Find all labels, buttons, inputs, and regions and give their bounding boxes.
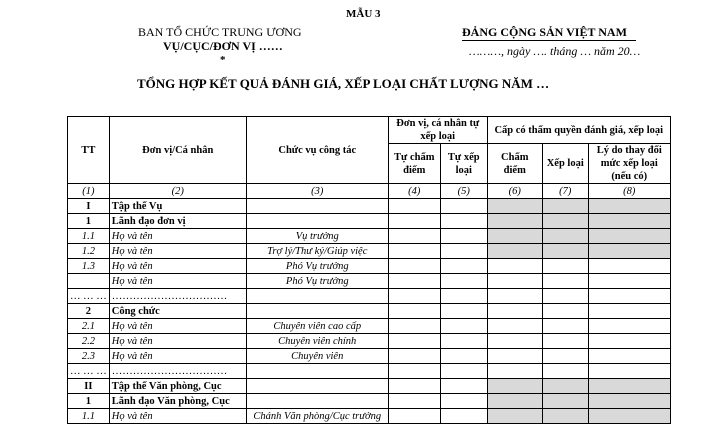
row-tt: 2.1	[68, 319, 110, 334]
form-number: MẪU 3	[346, 8, 381, 20]
row-position: Phó Vụ trưởng	[246, 259, 388, 274]
column-number: (3)	[246, 184, 388, 199]
header-self-group: Đơn vị, cá nhân tự xếp loại	[388, 117, 487, 144]
cell-self-rank	[440, 214, 487, 229]
cell-authority-score	[487, 394, 542, 409]
cell-self-score	[388, 364, 440, 379]
cell-authority-rank	[542, 349, 588, 364]
row-position: Trợ lý/Thư ký/Giúp việc	[246, 244, 388, 259]
cell-self-score	[388, 199, 440, 214]
cell-self-score	[388, 244, 440, 259]
column-number: (4)	[388, 184, 440, 199]
cell-self-score	[388, 274, 440, 289]
row-tt	[68, 274, 110, 289]
cell-self-score	[388, 319, 440, 334]
cell-authority-rank	[542, 199, 588, 214]
header-authority-group: Cấp có thẩm quyền đánh giá, xếp loại	[487, 117, 670, 144]
column-number: (6)	[487, 184, 542, 199]
row-name: Họ và tên	[109, 349, 246, 364]
cell-change-reason	[588, 259, 670, 274]
table-row	[68, 319, 671, 334]
cell-authority-score	[487, 214, 542, 229]
row-name: Họ và tên	[109, 244, 246, 259]
row-position: Chuyên viên cao cấp	[246, 319, 388, 334]
cell-self-score	[388, 394, 440, 409]
cell-change-reason	[588, 289, 670, 304]
row-tt: … … …	[68, 289, 110, 304]
organization-name: BAN TỔ CHỨC TRUNG ƯƠNG	[138, 25, 302, 39]
cell-self-rank	[440, 319, 487, 334]
summary-table	[67, 116, 671, 424]
cell-authority-score	[487, 334, 542, 349]
row-position	[246, 304, 388, 319]
cell-self-rank	[440, 409, 487, 424]
header-change-reason: Lý do thay đổi mức xếp loại (nếu có)	[588, 144, 670, 184]
row-tt: … … …	[68, 364, 110, 379]
table-row	[68, 214, 671, 229]
row-name: ……………………………	[109, 364, 246, 379]
row-tt: 1.1	[68, 409, 110, 424]
table-row	[68, 394, 671, 409]
column-number: (7)	[542, 184, 588, 199]
row-position: Vụ trưởng	[246, 229, 388, 244]
cell-self-rank	[440, 349, 487, 364]
cell-change-reason	[588, 379, 670, 394]
row-position	[246, 394, 388, 409]
cell-authority-score	[487, 199, 542, 214]
row-name: Tập thể Văn phòng, Cục	[109, 379, 246, 394]
cell-authority-rank	[542, 364, 588, 379]
row-tt: II	[68, 379, 110, 394]
cell-authority-score	[487, 229, 542, 244]
row-position	[246, 379, 388, 394]
cell-self-rank	[440, 229, 487, 244]
column-number: (2)	[109, 184, 246, 199]
row-tt: 1	[68, 214, 110, 229]
cell-authority-score	[487, 244, 542, 259]
table-row	[68, 274, 671, 289]
row-tt: 1.1	[68, 229, 110, 244]
header-authority-rank: Xếp loại	[542, 144, 588, 184]
row-position: Phó Vụ trưởng	[246, 274, 388, 289]
row-position: Chuyên viên	[246, 349, 388, 364]
table-row	[68, 364, 671, 379]
row-name: Họ và tên	[109, 334, 246, 349]
document-title: TỔNG HỢP KẾT QUẢ ĐÁNH GIÁ, XẾP LOẠI CHẤT LƯỢNG NĂM …	[137, 76, 550, 91]
row-position: Chuyên viên chính	[246, 334, 388, 349]
row-name: Tập thể Vụ	[109, 199, 246, 214]
cell-change-reason	[588, 349, 670, 364]
cell-change-reason	[588, 394, 670, 409]
cell-authority-score	[487, 364, 542, 379]
cell-authority-score	[487, 409, 542, 424]
cell-self-rank	[440, 289, 487, 304]
row-tt: 1	[68, 394, 110, 409]
cell-authority-rank	[542, 409, 588, 424]
row-position	[246, 199, 388, 214]
row-position	[246, 289, 388, 304]
date-line: ………, ngày …. tháng … năm 20…	[469, 44, 641, 58]
row-position: Chánh Văn phòng/Cục trưởng	[246, 409, 388, 424]
cell-authority-rank	[542, 304, 588, 319]
row-name: Họ và tên	[109, 319, 246, 334]
cell-self-score	[388, 214, 440, 229]
header-self-rank: Tự xếp loại	[440, 144, 487, 184]
cell-change-reason	[588, 334, 670, 349]
cell-authority-score	[487, 319, 542, 334]
header-authority-score: Chấm điểm	[487, 144, 542, 184]
table-row	[68, 289, 671, 304]
cell-authority-rank	[542, 229, 588, 244]
unit-name: VỤ/CỤC/ĐƠN VỊ ……	[163, 39, 283, 53]
cell-authority-score	[487, 274, 542, 289]
cell-self-score	[388, 349, 440, 364]
cell-authority-rank	[542, 394, 588, 409]
table-row	[68, 259, 671, 274]
row-tt: 2	[68, 304, 110, 319]
row-position	[246, 214, 388, 229]
table-row	[68, 349, 671, 364]
cell-self-rank	[440, 379, 487, 394]
row-name: Lãnh đạo đơn vị	[109, 214, 246, 229]
row-name: Họ và tên	[109, 274, 246, 289]
cell-change-reason	[588, 214, 670, 229]
header-tt: TT	[68, 117, 110, 184]
cell-authority-rank	[542, 274, 588, 289]
row-tt: I	[68, 199, 110, 214]
cell-self-score	[388, 304, 440, 319]
cell-self-score	[388, 334, 440, 349]
cell-self-rank	[440, 274, 487, 289]
row-tt: 1.2	[68, 244, 110, 259]
cell-authority-rank	[542, 379, 588, 394]
cell-change-reason	[588, 409, 670, 424]
row-tt: 1.3	[68, 259, 110, 274]
cell-self-rank	[440, 259, 487, 274]
header-unit-person: Đơn vị/Cá nhân	[109, 117, 246, 184]
cell-change-reason	[588, 304, 670, 319]
cell-self-score	[388, 259, 440, 274]
cell-authority-score	[487, 349, 542, 364]
cell-authority-rank	[542, 319, 588, 334]
table-row	[68, 379, 671, 394]
row-tt: 2.3	[68, 349, 110, 364]
cell-authority-score	[487, 289, 542, 304]
cell-authority-rank	[542, 214, 588, 229]
cell-self-rank	[440, 394, 487, 409]
table-row	[68, 244, 671, 259]
star-mark: *	[220, 54, 226, 66]
cell-self-score	[388, 409, 440, 424]
cell-change-reason	[588, 229, 670, 244]
table-row	[68, 304, 671, 319]
column-number: (1)	[68, 184, 110, 199]
cell-authority-score	[487, 379, 542, 394]
cell-self-rank	[440, 199, 487, 214]
cell-self-score	[388, 289, 440, 304]
cell-self-rank	[440, 244, 487, 259]
cell-self-score	[388, 229, 440, 244]
row-name: Họ và tên	[109, 229, 246, 244]
cell-authority-score	[487, 259, 542, 274]
cell-self-rank	[440, 364, 487, 379]
row-name: Họ và tên	[109, 259, 246, 274]
party-name: ĐẢNG CỘNG SẢN VIỆT NAM	[462, 25, 627, 39]
cell-self-score	[388, 379, 440, 394]
cell-change-reason	[588, 319, 670, 334]
cell-self-rank	[440, 304, 487, 319]
party-underline	[462, 40, 636, 41]
row-name: ……………………………	[109, 289, 246, 304]
table-row	[68, 229, 671, 244]
table-row	[68, 334, 671, 349]
cell-authority-rank	[542, 334, 588, 349]
header-position: Chức vụ công tác	[246, 117, 388, 184]
cell-authority-score	[487, 304, 542, 319]
row-position	[246, 364, 388, 379]
column-number: (5)	[440, 184, 487, 199]
cell-authority-rank	[542, 259, 588, 274]
table-row	[68, 199, 671, 214]
row-name: Công chức	[109, 304, 246, 319]
header-self-score: Tự chấm điểm	[388, 144, 440, 184]
row-name: Lãnh đạo Văn phòng, Cục	[109, 394, 246, 409]
cell-change-reason	[588, 364, 670, 379]
row-tt: 2.2	[68, 334, 110, 349]
cell-authority-rank	[542, 289, 588, 304]
cell-change-reason	[588, 244, 670, 259]
table-row	[68, 409, 671, 424]
cell-self-rank	[440, 334, 487, 349]
cell-change-reason	[588, 199, 670, 214]
cell-authority-rank	[542, 244, 588, 259]
row-name: Họ và tên	[109, 409, 246, 424]
column-number: (8)	[588, 184, 670, 199]
cell-change-reason	[588, 274, 670, 289]
